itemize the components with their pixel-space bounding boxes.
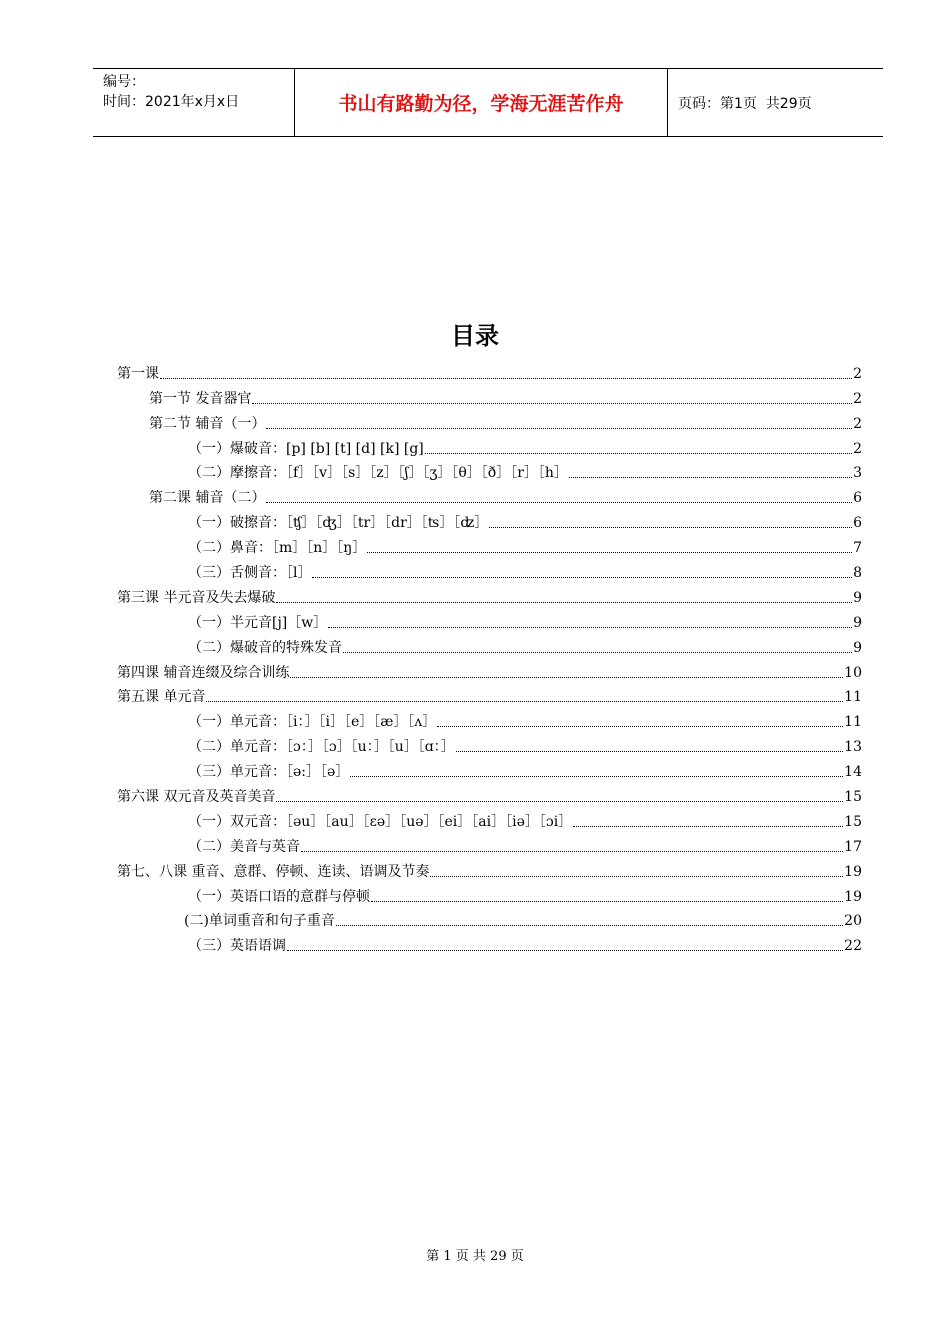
page-info-text: 页码：第1页 共29页: [678, 95, 812, 112]
leader-dots: [430, 875, 843, 877]
serial-label: 编号：: [103, 74, 145, 90]
toc-entry-label: （一）单元音：［i：］［i］［e］［æ］［ʌ］: [188, 714, 437, 731]
toc-entry[interactable]: [117, 781, 862, 806]
toc-entry-page: 13: [844, 739, 862, 756]
toc-entry[interactable]: [117, 682, 862, 707]
motto-text: 书山有路勤为径，学海无涯苦作舟: [338, 93, 624, 115]
leader-dots: [425, 452, 852, 454]
toc-entry[interactable]: [117, 806, 862, 831]
toc-entry[interactable]: [117, 756, 862, 781]
toc-entry-page: 17: [844, 838, 862, 855]
toc-entry-label: （二）爆破音的特殊发音: [188, 639, 342, 656]
leader-dots: [266, 427, 852, 429]
leader-dots: [371, 900, 843, 902]
toc-entry-page: 11: [844, 714, 862, 731]
toc-entry[interactable]: [117, 731, 862, 756]
leader-dots: [489, 526, 852, 528]
toc-entry[interactable]: [117, 383, 862, 408]
table-of-contents: [117, 358, 862, 955]
toc-entry[interactable]: [117, 557, 862, 582]
toc-entry[interactable]: [117, 458, 862, 483]
toc-entry-page: 7: [853, 540, 862, 557]
toc-entry-label: （一）破擦音：［ʧ］［ʤ］［tr］［dr］［ʦ］［ʣ］: [188, 515, 489, 532]
page-footer: 第 1 页 共 29 页: [426, 1249, 524, 1264]
leader-dots: [266, 501, 852, 503]
toc-entry[interactable]: [117, 607, 862, 632]
toc-entry-label: 第五课 单元音: [117, 689, 206, 706]
toc-entry-page: 11: [844, 689, 862, 706]
toc-entry-label: （二）美音与英音: [188, 838, 300, 855]
leader-dots: [276, 601, 852, 603]
header-table: [93, 68, 883, 137]
toc-entry-page: 2: [853, 415, 862, 432]
toc-entry-label: （三）舌侧音：［l］: [188, 565, 312, 582]
toc-entry-label: （三）英语语调: [188, 938, 286, 955]
leader-dots: [160, 377, 852, 379]
leader-dots: [569, 476, 852, 478]
toc-entry[interactable]: [117, 482, 862, 507]
toc-entry[interactable]: [117, 706, 862, 731]
header-info-cell: [93, 69, 295, 136]
leader-dots: [573, 825, 843, 827]
toc-entry-label: （二）摩擦音：［f］［v］［s］［z］［ʃ］［ʒ］［θ］［ð］［r］［h］: [188, 465, 568, 482]
leader-dots: [328, 626, 852, 628]
toc-entry-page: 2: [853, 440, 862, 457]
toc-entry-label: （二）单元音：［ɔ：］［ɔ］［u：］［u］［ɑ：］: [188, 739, 455, 756]
toc-entry-label: 第一课: [117, 365, 159, 382]
toc-entry-page: 2: [853, 390, 862, 407]
leader-dots: [206, 700, 843, 702]
leader-dots: [336, 924, 843, 926]
toc-entry-page: 9: [853, 614, 862, 631]
toc-entry-page: 22: [844, 938, 862, 955]
leader-dots: [343, 651, 852, 653]
toc-entry-page: 2: [853, 365, 862, 382]
toc-entry[interactable]: [117, 632, 862, 657]
toc-entry-label: 第一节 发音器官: [149, 390, 252, 407]
page-info-cell: [668, 69, 883, 136]
toc-entry-page: 10: [844, 664, 862, 681]
leader-dots: [276, 800, 843, 802]
toc-entry-page: 9: [853, 589, 862, 606]
toc-entry[interactable]: [117, 856, 862, 881]
toc-entry-label: （一）双元音：［əu］［au］［ɛə］［uə］［ei］［ai］［iə］［ɔi］: [188, 813, 573, 830]
leader-dots: [287, 949, 843, 951]
leader-dots: [252, 402, 852, 404]
toc-entry-label: （一）英语口语的意群与停顿: [188, 888, 370, 905]
leader-dots: [456, 750, 843, 752]
toc-entry-page: 8: [853, 565, 862, 582]
toc-entry-page: 14: [844, 764, 862, 781]
toc-entry-page: 19: [844, 888, 862, 905]
toc-title: 目录: [451, 322, 499, 350]
toc-entry-label: （一）爆破音：[p] [b] [t] [d] [k] [g]: [188, 440, 424, 457]
toc-entry-label: 第六课 双元音及英音美音: [117, 789, 276, 806]
leader-dots: [290, 676, 843, 678]
toc-entry-label: 第二节 辅音（一）: [149, 415, 266, 432]
toc-entry[interactable]: [117, 657, 862, 682]
toc-entry[interactable]: [117, 930, 862, 955]
toc-entry-page: 3: [853, 465, 862, 482]
toc-entry[interactable]: [117, 831, 862, 856]
toc-entry-page: 15: [844, 813, 862, 830]
toc-entry-label: 第七、八课 重音、意群、停顿、连读、语调及节奏: [117, 863, 430, 880]
toc-entry-label: 第四课 辅音连缀及综合训练: [117, 664, 290, 681]
toc-entry[interactable]: [117, 906, 862, 931]
toc-entry-page: 6: [853, 490, 862, 507]
leader-dots: [312, 576, 852, 578]
toc-entry[interactable]: [117, 358, 862, 383]
toc-entry-page: 20: [844, 913, 862, 930]
toc-entry[interactable]: [117, 881, 862, 906]
toc-entry-label: （三）单元音：［ə:］［ə］: [188, 764, 350, 781]
toc-entry-label: (二)单词重音和句子重音: [184, 913, 335, 930]
toc-entry[interactable]: [117, 408, 862, 433]
toc-entry-page: 6: [853, 515, 862, 532]
toc-entry[interactable]: [117, 582, 862, 607]
toc-entry-page: 9: [853, 639, 862, 656]
leader-dots: [301, 850, 843, 852]
toc-entry[interactable]: [117, 507, 862, 532]
leader-dots: [437, 725, 843, 727]
toc-entry[interactable]: [117, 433, 862, 458]
toc-entry-label: （二）鼻音：［m］［n］［ŋ］: [188, 540, 367, 557]
toc-entry[interactable]: [117, 532, 862, 557]
toc-entry-label: （一）半元音[j]［w］: [188, 614, 328, 631]
time-label: 时间：2021年x月x日: [103, 94, 240, 110]
leader-dots: [350, 775, 843, 777]
toc-entry-page: 19: [844, 863, 862, 880]
toc-entry-page: 15: [844, 789, 862, 806]
toc-entry-label: 第三课 半元音及失去爆破: [117, 589, 276, 606]
motto-cell: [295, 69, 668, 136]
toc-entry-label: 第二课 辅音（二）: [149, 490, 266, 507]
leader-dots: [367, 551, 852, 553]
